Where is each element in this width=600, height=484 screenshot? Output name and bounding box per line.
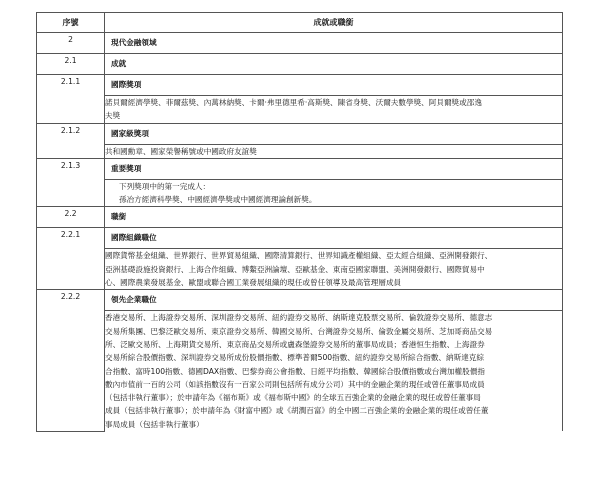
body-line: 香港交易所、上海證券交易所、深圳證券交易所、紐約證券交易所、納斯達克股票交易所、倫敦證券交易所、德意志	[105, 313, 493, 323]
row-title: 國際獎項	[111, 80, 142, 89]
body-line: 夫獎	[105, 111, 121, 121]
table-row	[37, 158, 563, 179]
row-title: 重要獎項	[111, 163, 142, 173]
header-serial-number: 序號	[37, 13, 105, 33]
row-title-cell	[105, 290, 563, 311]
table-header-row	[37, 13, 563, 33]
row-body	[105, 96, 563, 124]
body-line: 交易所集團、巴黎泛歐交易所、東京證券交易所、韓國交易所、台灣證券交易所、倫敦金屬交易所、芝加哥商品交易	[105, 326, 493, 336]
row-title-cell	[105, 158, 563, 179]
row-title-cell	[105, 75, 563, 96]
achievements-table	[36, 12, 563, 432]
table-row	[37, 144, 563, 158]
row-number: 2.2.2	[37, 290, 105, 431]
body-line: 事局成員（包括非執行董事）	[105, 419, 204, 429]
row-body	[105, 179, 563, 207]
header-achievement-title: 成就或職銜	[105, 13, 563, 33]
body-line: 心、國際農業發展基金、歐盟或聯合國工業發展組織的現任或曾任領導及最高管理層成員	[105, 278, 402, 288]
row-title: 成就	[111, 59, 127, 68]
body-line: 成員（包括非執行董事）；於申請年為《財富中國》或《胡潤百富》的全中國二百強企業的金融企業的現任或曾任董	[105, 406, 489, 416]
table-row	[37, 54, 563, 75]
table-row	[37, 33, 563, 54]
row-number: 2	[37, 33, 105, 54]
row-content	[105, 207, 563, 228]
row-number: 2.2.1	[37, 228, 105, 290]
body-line: 下列獎項中的第一完成人：	[119, 181, 211, 191]
table-row	[37, 207, 563, 228]
body-line: 國際貨幣基金組織、世界銀行、世界貿易組織、國際清算銀行、世界知識產權組織、亞太經合組織、亞洲開發銀行、	[105, 251, 493, 261]
row-title-cell	[105, 228, 563, 249]
table-row	[37, 249, 563, 290]
row-title: 領先企業職位	[111, 295, 157, 305]
table-row	[37, 96, 563, 124]
row-number: 2.1	[37, 54, 105, 75]
row-number: 2.1.3	[37, 158, 105, 207]
row-body	[105, 249, 563, 290]
body-line: 亞洲基礎設施投資銀行、上海合作組織、博鰲亞洲論壇、亞歐基金、東南亞國家聯盟、美洲開發銀行、國際貿易中	[105, 264, 485, 274]
row-number: 2.1.1	[37, 75, 105, 124]
row-title-cell	[105, 123, 563, 144]
table-row	[37, 123, 563, 144]
row-number: 2.1.2	[37, 123, 105, 158]
row-body	[105, 144, 563, 158]
row-title: 現代金融領域	[111, 38, 157, 47]
body-line: 交易所綜合股價指數、深圳證券交易所成份股價指數、標準普爾500指數、紐約證券交易所綜合指數、納斯達克綜	[105, 353, 484, 363]
body-line: 孫冶方經濟科學獎、中國經濟學獎或中國經濟理論創新獎。	[119, 195, 317, 205]
body-line: 數內市值前一百的公司（如該指數沒有一百家公司則包括所有成分公司）其中的金融企業的現任或曾任董事局成員	[105, 379, 485, 389]
row-content	[105, 33, 563, 54]
row-body	[105, 311, 563, 431]
table-row	[37, 290, 563, 311]
table-row	[37, 179, 563, 207]
row-content	[105, 54, 563, 75]
body-line: 所、泛歐交易所、上海期貨交易所、東京商品交易所或盧森堡證券交易所的董事局成員；香港恒生指數、上海證券	[105, 339, 485, 349]
table-row	[37, 228, 563, 249]
body-line: （包括非執行董事）；於申請年為《福布斯》或《福布斯中國》的全球五百強企業的金融企業的現任或曾任董事局	[105, 393, 481, 403]
table-row	[37, 75, 563, 96]
row-title: 職銜	[111, 212, 127, 222]
table-row	[37, 311, 563, 431]
row-title: 國家級獎項	[111, 128, 149, 138]
body-line: 諾貝爾經濟學獎、菲爾茲獎、內萬林納獎、卡爾·弗里德里希·高斯獎、陳省身獎、沃爾夫數學獎、阿貝爾獎或邵逸	[105, 98, 482, 107]
row-number: 2.2	[37, 207, 105, 228]
body-line: 合指數、富時100指數、德國DAX指數、巴黎券商公會指數、日經平均指數、韓國綜合股價指數或台灣加權股價指	[105, 366, 485, 376]
body-line: 共和國勳章、國家榮譽稱號或中國政府友誼獎	[105, 146, 257, 156]
row-title: 國際組織職位	[111, 233, 157, 243]
